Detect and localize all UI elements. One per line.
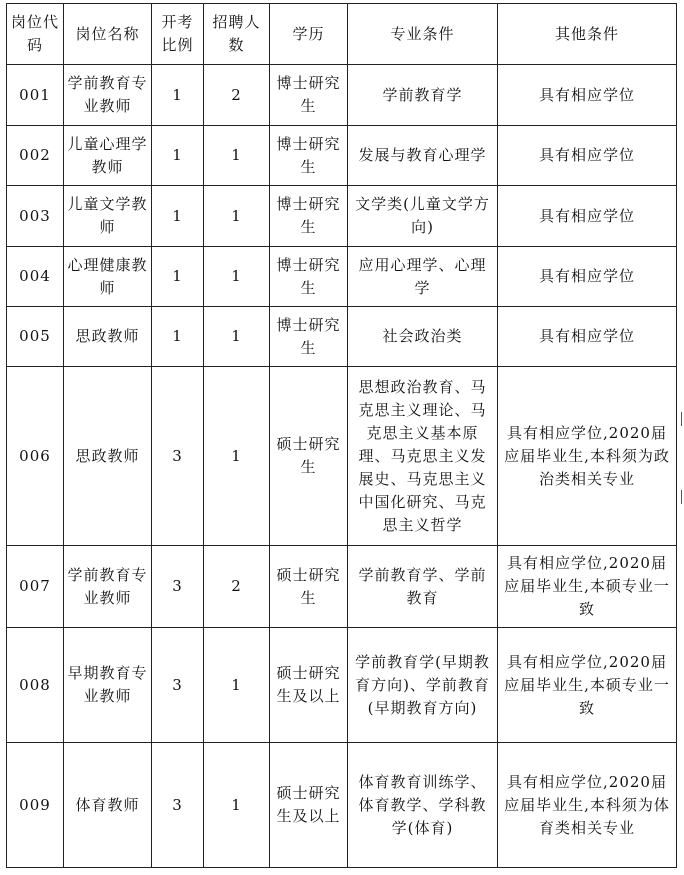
cell-ratio: 1 <box>152 247 204 307</box>
cell-count: 1 <box>204 126 270 186</box>
header-education: 学历 <box>270 4 348 65</box>
header-other: 其他条件 <box>498 4 677 65</box>
cell-major: 应用心理学、心理学 <box>348 247 498 307</box>
recruitment-table-container <box>6 3 677 868</box>
cell-education: 博士研究生 <box>270 247 348 307</box>
cell-count: 1 <box>204 307 270 367</box>
cell-education: 博士研究生 <box>270 126 348 186</box>
cell-major: 学前教育学、学前教育 <box>348 546 498 628</box>
cell-major: 学前教育学(早期教育方向)、学前教育(早期教育方向) <box>348 628 498 743</box>
cell-ratio: 3 <box>152 743 204 868</box>
cell-count: 1 <box>204 743 270 868</box>
table-row <box>7 546 677 628</box>
cell-education: 博士研究生 <box>270 186 348 247</box>
cell-education: 硕士研究生 <box>270 367 348 546</box>
cell-name: 心理健康教师 <box>64 247 152 307</box>
cell-name: 学前教育专业教师 <box>64 65 152 126</box>
table-header-row <box>7 4 677 65</box>
cell-other: 具有相应学位 <box>498 65 677 126</box>
cell-major: 思想政治教育、马克思主义理论、马克思主义基本原理、马克思主义发展史、马克思主义中国化研究、马克思主义哲学 <box>348 367 498 546</box>
table-row <box>7 186 677 247</box>
cell-code: 003 <box>7 186 64 247</box>
cell-code: 001 <box>7 65 64 126</box>
cell-major: 文学类(儿童文学方向) <box>348 186 498 247</box>
cell-other: 具有相应学位 <box>498 307 677 367</box>
cell-other: 具有相应学位,2020届应届毕业生,本科须为政治类相关专业 <box>498 367 677 546</box>
cell-major: 体育教育训练学、体育教学、学科教学(体育) <box>348 743 498 868</box>
cell-other: 具有相应学位,2020届应届毕业生,本硕专业一致 <box>498 628 677 743</box>
cell-code: 005 <box>7 307 64 367</box>
cell-ratio: 3 <box>152 367 204 546</box>
cell-count: 1 <box>204 247 270 307</box>
cell-other: 具有相应学位 <box>498 247 677 307</box>
header-major: 专业条件 <box>348 4 498 65</box>
cell-count: 1 <box>204 186 270 247</box>
cell-major: 发展与教育心理学 <box>348 126 498 186</box>
cell-ratio: 3 <box>152 546 204 628</box>
cell-other: 具有相应学位 <box>498 126 677 186</box>
table-row <box>7 247 677 307</box>
cell-other: 具有相应学位,2020届应届毕业生,本科须为体育类相关专业 <box>498 743 677 868</box>
recruitment-table <box>6 3 677 868</box>
cell-ratio: 1 <box>152 186 204 247</box>
table-row <box>7 367 677 546</box>
header-count: 招聘人数 <box>204 4 270 65</box>
header-ratio: 开考比例 <box>152 4 204 65</box>
cell-count: 2 <box>204 65 270 126</box>
cell-code: 008 <box>7 628 64 743</box>
cell-other: 具有相应学位,2020届应届毕业生,本硕专业一致 <box>498 546 677 628</box>
cell-education: 硕士研究生及以上 <box>270 628 348 743</box>
cell-other: 具有相应学位 <box>498 186 677 247</box>
cell-code: 007 <box>7 546 64 628</box>
cell-education: 硕士研究生及以上 <box>270 743 348 868</box>
cell-code: 002 <box>7 126 64 186</box>
cell-major: 社会政治类 <box>348 307 498 367</box>
cell-name: 体育教师 <box>64 743 152 868</box>
table-row <box>7 65 677 126</box>
table-row <box>7 126 677 186</box>
cell-name: 早期教育专业教师 <box>64 628 152 743</box>
cell-ratio: 3 <box>152 628 204 743</box>
table-row <box>7 628 677 743</box>
cell-code: 009 <box>7 743 64 868</box>
cell-name: 思政教师 <box>64 367 152 546</box>
cell-code: 006 <box>7 367 64 546</box>
cell-name: 学前教育专业教师 <box>64 546 152 628</box>
header-code: 岗位代码 <box>7 4 64 65</box>
cell-name: 儿童心理学教师 <box>64 126 152 186</box>
cell-name: 儿童文学教师 <box>64 186 152 247</box>
cell-ratio: 1 <box>152 126 204 186</box>
scan-edge-mark <box>681 490 682 504</box>
table-row <box>7 307 677 367</box>
scan-edge-mark <box>681 412 682 426</box>
cell-name: 思政教师 <box>64 307 152 367</box>
cell-code: 004 <box>7 247 64 307</box>
cell-education: 硕士研究生 <box>270 546 348 628</box>
cell-major: 学前教育学 <box>348 65 498 126</box>
cell-count: 2 <box>204 546 270 628</box>
header-name: 岗位名称 <box>64 4 152 65</box>
cell-count: 1 <box>204 628 270 743</box>
cell-count: 1 <box>204 367 270 546</box>
cell-education: 博士研究生 <box>270 307 348 367</box>
cell-education: 博士研究生 <box>270 65 348 126</box>
cell-ratio: 1 <box>152 307 204 367</box>
cell-ratio: 1 <box>152 65 204 126</box>
table-row <box>7 743 677 868</box>
